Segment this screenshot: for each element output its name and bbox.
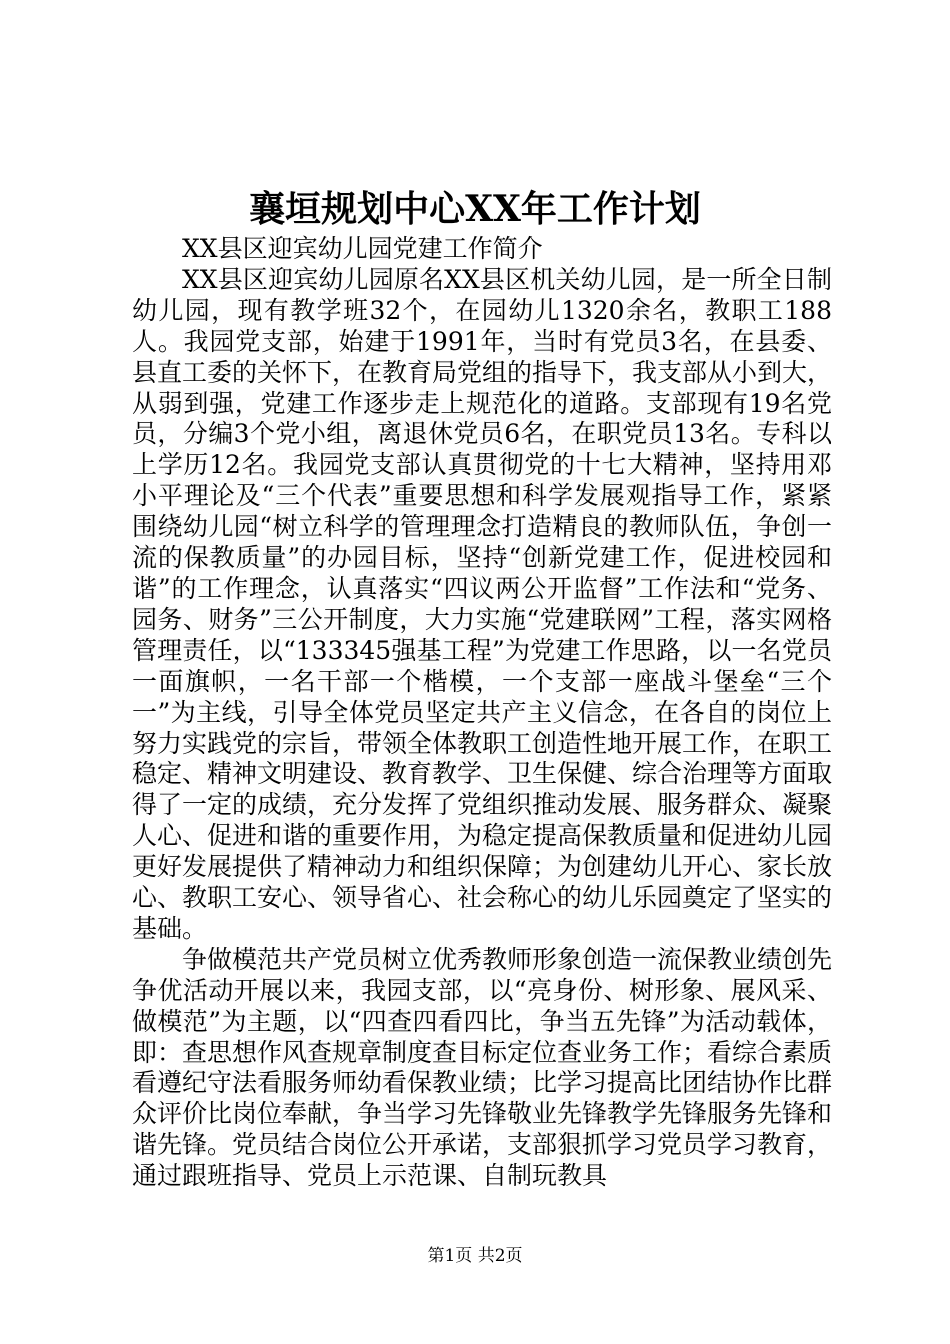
document-title: 襄垣规划中心XX年工作计划	[249, 188, 701, 230]
paragraph-subtitle: XX县区迎宾幼儿园党建工作简介	[182, 234, 543, 263]
paragraph-intro: XX县区迎宾幼儿园原名XX县区机关幼儿园，是一所全日制幼儿园，现有教学班32个，在园幼儿1320余名，教职工188人。我园党支部，始建于1991年，当时有党员3名，在县委、县直工委的关怀下，在教育局党组的指导下，我支部从小到大，从弱到强，党建工作逐步走上规范化的道路。支部现有19名党员，分编3个党小组，离退休党员6名，在职党员13名。专科以上学历12名。我园党支部认真贯彻党的十七大精神，坚持用邓小平理论及“三个代表”重要思想和科学发展观指导工作，紧紧围绕幼儿园“树立科学的管理理念打造精良的教师队伍，争创一流的保教质量”的办园目标，坚持“创新党建工作，促进校园和谐”的工作理念，认真落实“四议两公开监督”工作法和“党务、园务、财务”三公开制度，大力实施“党建联网”工程，落实网格管理责任，以“133345强基工程”为党建工作思路，以一名党员一面旗帜，一名干部一个楷模，一个支部一座战斗堡垒“三个一”为主线，引导全体党员坚定共产主义信念，在各自的岗位上努力实践党的宗旨，带领全体教职工创造性地开展工作，在职工稳定、精神文明建设、教育教学、卫生保健、综合治理等方面取得了一定的成绩，充分发挥了党组织推动发展、服务群众、凝聚人心、促进和谐的重要作用，为稳定提高保教质量和促进幼儿园更好发展提供了精神动力和组织保障；为创建幼儿开心、家长放心、教职工安心、领导省心、社会称心的幼儿乐园奠定了坚实的基础。	[132, 264, 833, 943]
page-footer: 第1页 共2页	[427, 1246, 523, 1266]
paragraph-activities: 争做模范共产党员树立优秀教师形象创造一流保教业绩创先争优活动开展以来，我园支部，以“亮身份、树形象、展风采、做模范”为主题，以“四查四看四比，争当五先锋”为活动载体，即：查思想作风查规章制度查目标定位查业务工作；看综合素质看遵纪守法看服务师幼看保教业绩；比学习提高比团结协作比群众评价比岗位奉献，争当学习先锋敬业先锋教学先锋服务先锋和谐先锋。党员结合岗位公开承诺，支部狠抓学习党员学习教育，通过跟班指导、党员上示范课、自制玩教具	[132, 944, 833, 1191]
document-body	[132, 234, 832, 1192]
